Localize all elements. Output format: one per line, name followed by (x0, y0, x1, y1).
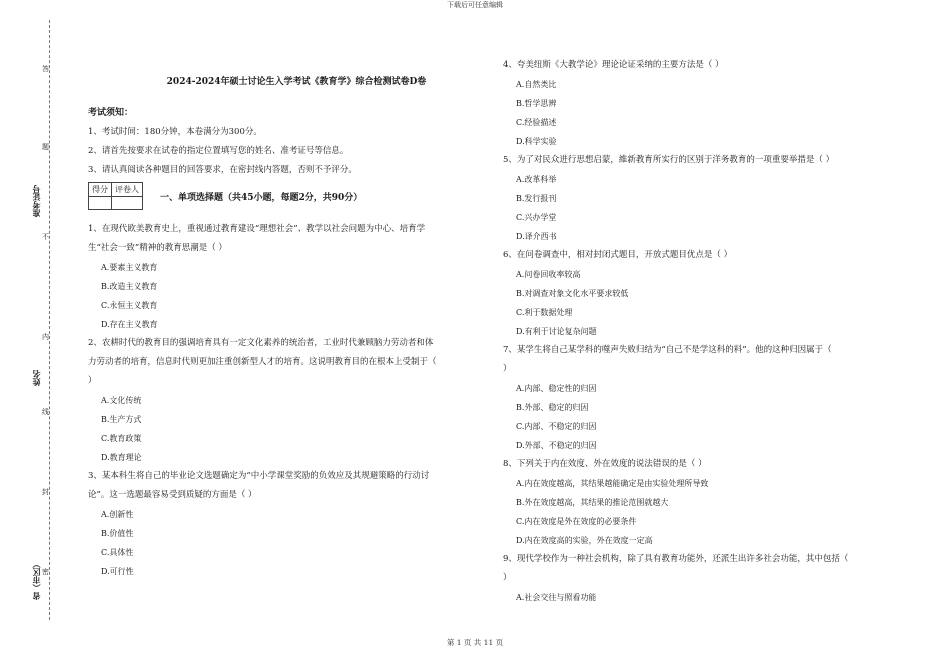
page-title: 2024-2024年硕士讨论生入学考试《教育学》综合检测试卷D卷 (166, 77, 427, 87)
answer-option[interactable]: B.价值性 (101, 529, 134, 538)
answer-option[interactable]: C.永恒主义教育 (101, 301, 158, 310)
grader-label: 评卷人 (112, 183, 143, 197)
answer-option[interactable]: A.要素主义教育 (101, 263, 158, 272)
question-text: ） (88, 376, 97, 386)
binding-char: 封 (42, 485, 49, 499)
answer-option[interactable]: B.哲学思辨 (516, 99, 557, 108)
answer-option[interactable]: D.存在主义教育 (101, 320, 158, 329)
province-label: 省（市区） (31, 560, 41, 600)
question-text: 力劳动者的培育，信息时代则更加注重创新型人才的培育。这说明教育目的在根本上受制于（ (88, 357, 437, 367)
binding-char: 线 (42, 405, 49, 419)
question-text: 9、现代学校作为一种社会机构，除了具有教育功能外，还派生出许多社会功能，其中包括（ (503, 554, 849, 564)
answer-option[interactable]: A.文化传统 (101, 396, 142, 405)
header-note: 下载后可任意编辑 (447, 1, 503, 9)
question-text: 5、为了对民众进行思想启蒙，維新教育所实行的区别于洋务教育的一项重要举措是（ ） (503, 155, 835, 165)
answer-option[interactable]: C.具体性 (101, 548, 134, 557)
answer-option[interactable]: B.外部、稳定的归因 (516, 403, 589, 412)
answer-option[interactable]: A.问卷回收率较高 (516, 270, 581, 279)
binding-char: 答 (42, 62, 49, 76)
score-row (88, 182, 493, 210)
question-text: 论”。这一选题最容易受到质疑的方面是（ ） (88, 490, 257, 500)
answer-option[interactable]: B.改造主义教育 (101, 282, 158, 291)
binding-char: 密 (42, 565, 49, 579)
answer-option[interactable]: C.经验描述 (516, 118, 557, 127)
score-label: 得分 (89, 183, 112, 197)
answer-option[interactable]: C.教育政策 (101, 434, 142, 443)
answer-option[interactable]: D.内在效度高的实验，外在效度一定高 (516, 536, 653, 545)
binding-char: 不 (42, 230, 49, 244)
left-question-list (88, 220, 493, 581)
notice-item: 2、请首先按要求在试卷的指定位置填写您的姓名、准考证号等信息。 (88, 146, 349, 156)
answer-option[interactable]: B.发行报刊 (516, 194, 557, 203)
binding-char: 内 (42, 330, 49, 344)
answer-option[interactable]: C.内部、不稳定的归因 (516, 422, 597, 431)
question-text: 4、夸美纽斯《大教学论》理论论证采纳的主要方法是（ ） (503, 60, 724, 70)
answer-option[interactable]: D.外部、不稳定的归因 (516, 441, 597, 450)
question-text: ） (503, 364, 512, 374)
answer-option[interactable]: D.可行性 (101, 567, 134, 576)
name-field (30, 370, 41, 386)
left-column (88, 73, 493, 581)
answer-option[interactable]: A.内部、稳定性的归因 (516, 384, 597, 393)
exam-number-label: 准考证号 (31, 185, 41, 217)
notice-item: 1、考试时间：180分钟，本卷满分为300分。 (88, 127, 262, 137)
right-question-list (503, 56, 923, 607)
answer-option[interactable]: C.利于数据处理 (516, 308, 573, 317)
answer-option[interactable]: B.生产方式 (101, 415, 142, 424)
answer-option[interactable]: B.对调查对象文化水平要求较低 (516, 289, 629, 298)
part-title: 一、单项选择题（共45小题，每题2分，共90分） (160, 193, 363, 203)
answer-option[interactable]: C.内在效度是外在效度的必要条件 (516, 517, 637, 526)
score-cell[interactable] (89, 197, 112, 210)
right-column (503, 56, 923, 607)
question-text: ） (503, 573, 512, 583)
question-text: 1、在现代欧美教育史上，重视通过教育建设“理想社会”、教学以社会问题为中心、培育学 (88, 224, 426, 234)
answer-option[interactable]: B.外在效度越高，其结果的推论范围就越大 (516, 498, 669, 507)
notice-item: 3、请认真阅读各种题目的回答要求，在密封线内答题，否则不予评分。 (88, 165, 357, 175)
notice-heading: 考试须知： (88, 108, 134, 118)
province-field (30, 560, 41, 600)
answer-option[interactable]: D.科学实验 (516, 137, 557, 146)
answer-option[interactable]: D.有利于讨论复杂问题 (516, 327, 597, 336)
answer-option[interactable]: D.教育理论 (101, 453, 142, 462)
answer-option[interactable]: D.译介西书 (516, 232, 557, 241)
seal-dashed-line (49, 20, 50, 620)
question-text: 3、某本科生将自己的毕业论文选题确定为“中小学课堂奖励的负效应及其规避策略的行动讨 (88, 471, 430, 481)
grader-cell[interactable] (112, 197, 143, 210)
exam-number-field (30, 185, 41, 217)
binding-char: 题 (42, 140, 49, 154)
binding-strip (0, 20, 60, 620)
score-table (88, 182, 143, 210)
answer-option[interactable]: A.创新性 (101, 510, 134, 519)
name-label: 姓名 (31, 370, 41, 386)
answer-option[interactable]: C.兴办学堂 (516, 213, 557, 222)
page-number: 第 1 页 共 11 页 (446, 638, 504, 647)
question-text: 7、某学生将自己某学科的噬声失败归结为“自己不是学这科的料”。他的这种归因属于（ (503, 345, 832, 355)
answer-option[interactable]: A.自然类比 (516, 80, 557, 89)
answer-option[interactable]: A.社会交往与照看功能 (516, 593, 597, 602)
question-text: 2、农耕时代的教育目的强调培育具有一定文化素养的统治者，工业时代兼顾脑力劳动者和体 (88, 338, 434, 348)
question-text: 8、下列关于内在效度、外在效度的说法错误的是（ ） (503, 459, 707, 469)
answer-option[interactable]: A.内在效度越高，其结果越能确定是由实验处理所导致 (516, 479, 709, 488)
answer-option[interactable]: A.改革科举 (516, 175, 557, 184)
question-text: 生“社会一致”精神的教育思潮是（ ） (88, 243, 227, 253)
question-text: 6、在问卷调查中，相对封闭式题目，开放式题目优点是（ ） (503, 250, 733, 260)
